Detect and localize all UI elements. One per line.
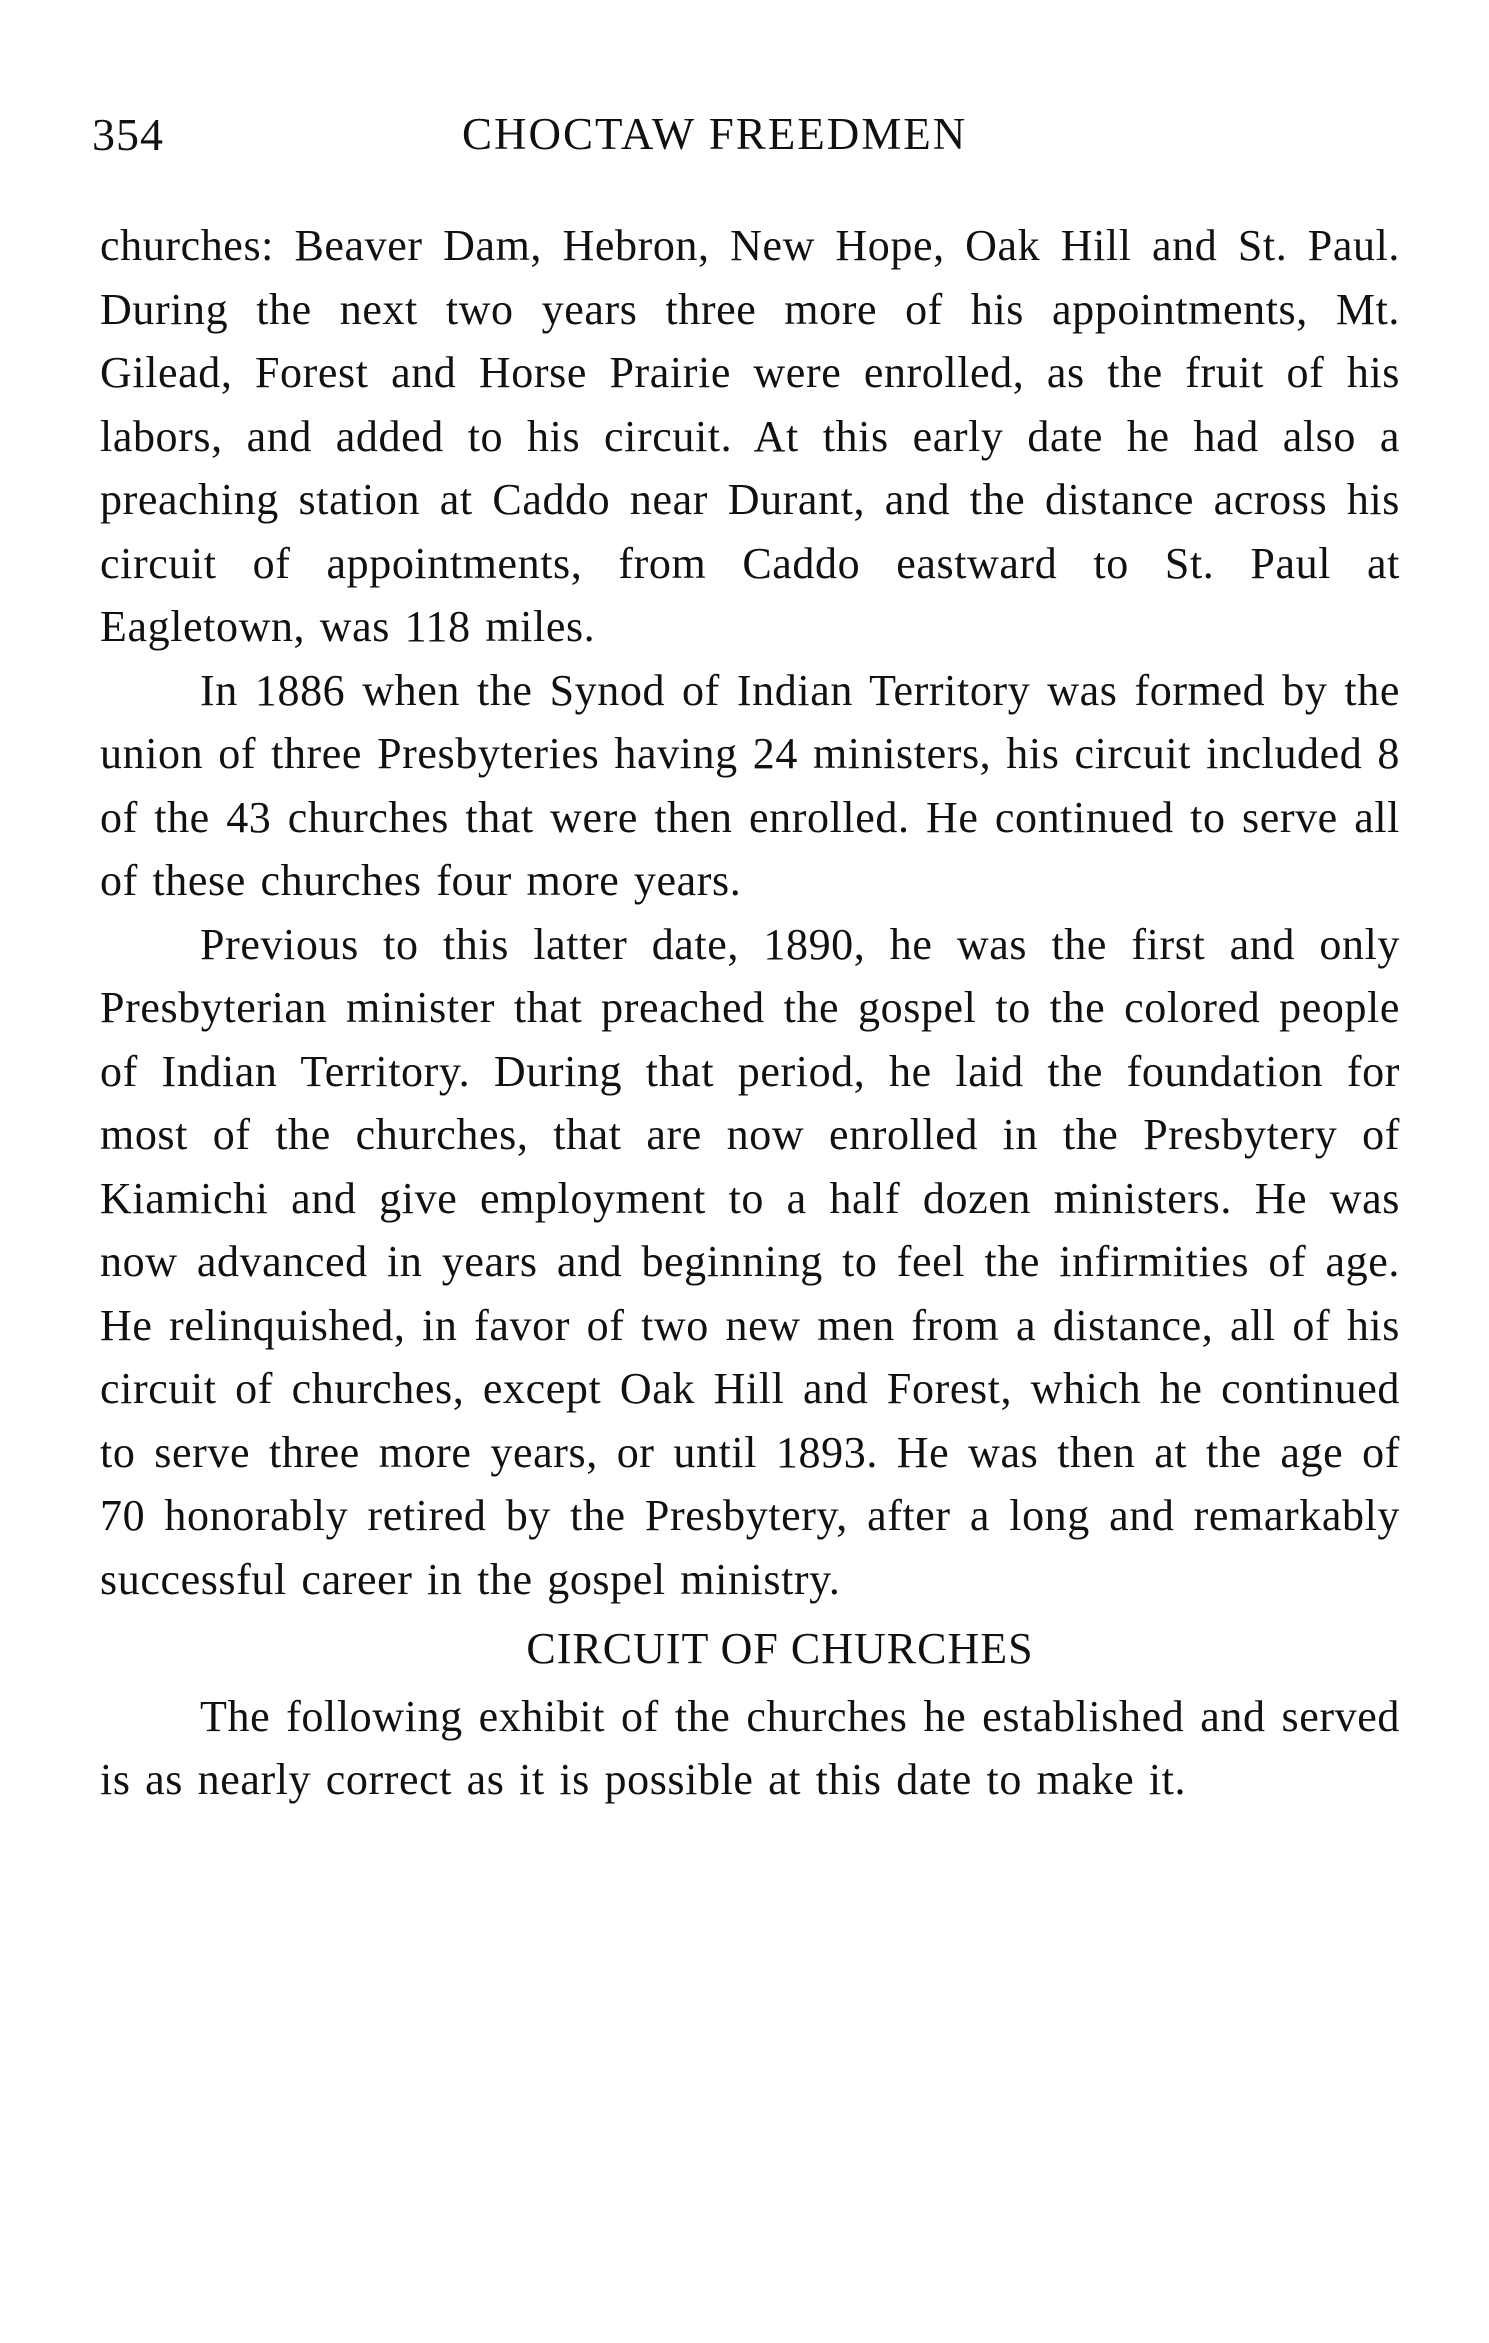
paragraph-section-intro: The following exhibit of the churches he established and served is as nearly correct as it is possible at this date to make it. (100, 1691, 1400, 1804)
paragraph-continuation: churches: Beaver Dam, Hebron, New Hope, Oak Hill and St. Paul. During the next two years three more of his appointments, Mt. Gilead, Forest and Horse Prairie were enrolled, as the fruit of his labors, and added to his circuit. At this early date he had also a preaching station at Caddo near Durant, and the distance across his circuit of appointments, from Caddo eastward to St. Paul at Eagletown, was 118 miles. (100, 221, 1400, 651)
running-head: CHOCTAW FREEDMEN (462, 109, 968, 159)
page-header (92, 108, 1412, 168)
body-text (100, 214, 1400, 1812)
section-heading: CIRCUIT OF CHURCHES (526, 1624, 1034, 1673)
page-number: 354 (92, 109, 164, 160)
paragraph-synod-1886: In 1886 when the Synod of Indian Territory was formed by the union of three Presbyteries having 24 ministers, his circuit included 8 of the 43 churches that were then enrolled. He continued to serve all of these churches four more years. (100, 665, 1400, 905)
paragraph-previous-1890: Previous to this latter date, 1890, he was the first and only Presbyterian minister that preached the gospel to the colored people of Indian Territory. During that period, he laid the foundation for most of the churches, that are now enrolled in the Presbytery of Kiamichi and give employment to a half dozen ministers. He was now advanced in years and beginning to feel the infirmities of age. He relinquished, in favor of two new men from a distance, all of his circuit of churches, except Oak Hill and Forest, which he continued to serve three more years, or until 1893. He was then at the age of 70 honorably retired by the Presbytery, after a long and remarkably successful career in the gospel ministry. (100, 919, 1400, 1604)
